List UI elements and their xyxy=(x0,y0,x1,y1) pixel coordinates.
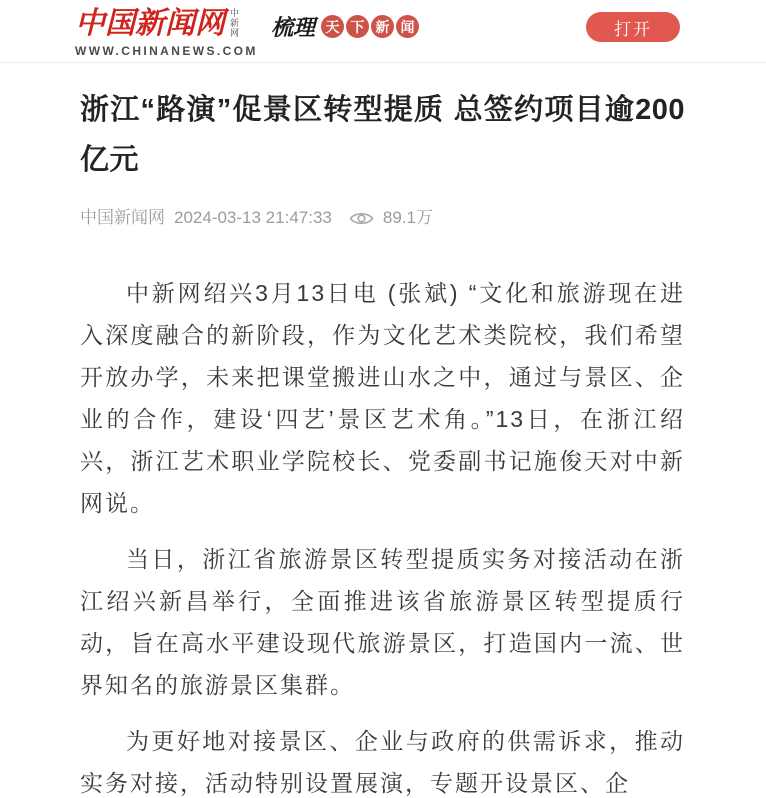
slogan-seal-char: 新 xyxy=(371,15,394,38)
article-paragraph: 为更好地对接景区、企业与政府的供需诉求，推动实务对接，活动特别设置展演，专题开设景区、企 xyxy=(80,728,685,796)
slogan-seal-char: 闻 xyxy=(396,15,419,38)
site-header xyxy=(0,0,766,63)
view-count: 89.1万 xyxy=(382,208,433,227)
open-app-button[interactable]: 打开 xyxy=(586,12,680,42)
views-eye-icon xyxy=(349,210,374,227)
site-logo[interactable] xyxy=(75,8,419,58)
article-source: 中国新闻网 xyxy=(80,208,165,227)
article-body xyxy=(80,272,685,798)
article-paragraph: 中新网绍兴3月13日电 (张斌) “文化和旅游现在进入深度融合的新阶段，作为文化艺术类院校，我们希望开放办学，未来把课堂搬进山水之中，通过与景区、企业的合作，建设‘四艺’景区艺术角。”13日，在浙江绍兴，浙江艺术职业学院校长、党委副书记施俊天对中新网说。 xyxy=(80,280,685,516)
article-datetime: 2024-03-13 21:47:33 xyxy=(174,208,332,227)
article-title: 浙江“路演”促景区转型提质 总签约项目逾200亿元 xyxy=(80,94,685,176)
slogan-seal-char: 下 xyxy=(346,15,369,38)
logo-url-text: WWW.CHINANEWS.COM xyxy=(75,44,258,58)
logo-vertical-label: 中新网 xyxy=(229,8,239,38)
article-meta xyxy=(80,206,685,230)
article-paragraph: 当日，浙江省旅游景区转型提质实务对接活动在浙江绍兴新昌举行，全面推进该省旅游景区转型提质行动，旨在高水平建设现代旅游景区，打造国内一流、世界知名的旅游景区集群。 xyxy=(80,546,685,698)
slogan-prefix: 梳理 xyxy=(271,15,316,41)
slogan-seal-char: 天 xyxy=(321,15,344,38)
logo-wordmark: 中国新闻网 xyxy=(75,6,225,41)
logo-slogan xyxy=(271,11,419,42)
article-page xyxy=(0,85,766,798)
